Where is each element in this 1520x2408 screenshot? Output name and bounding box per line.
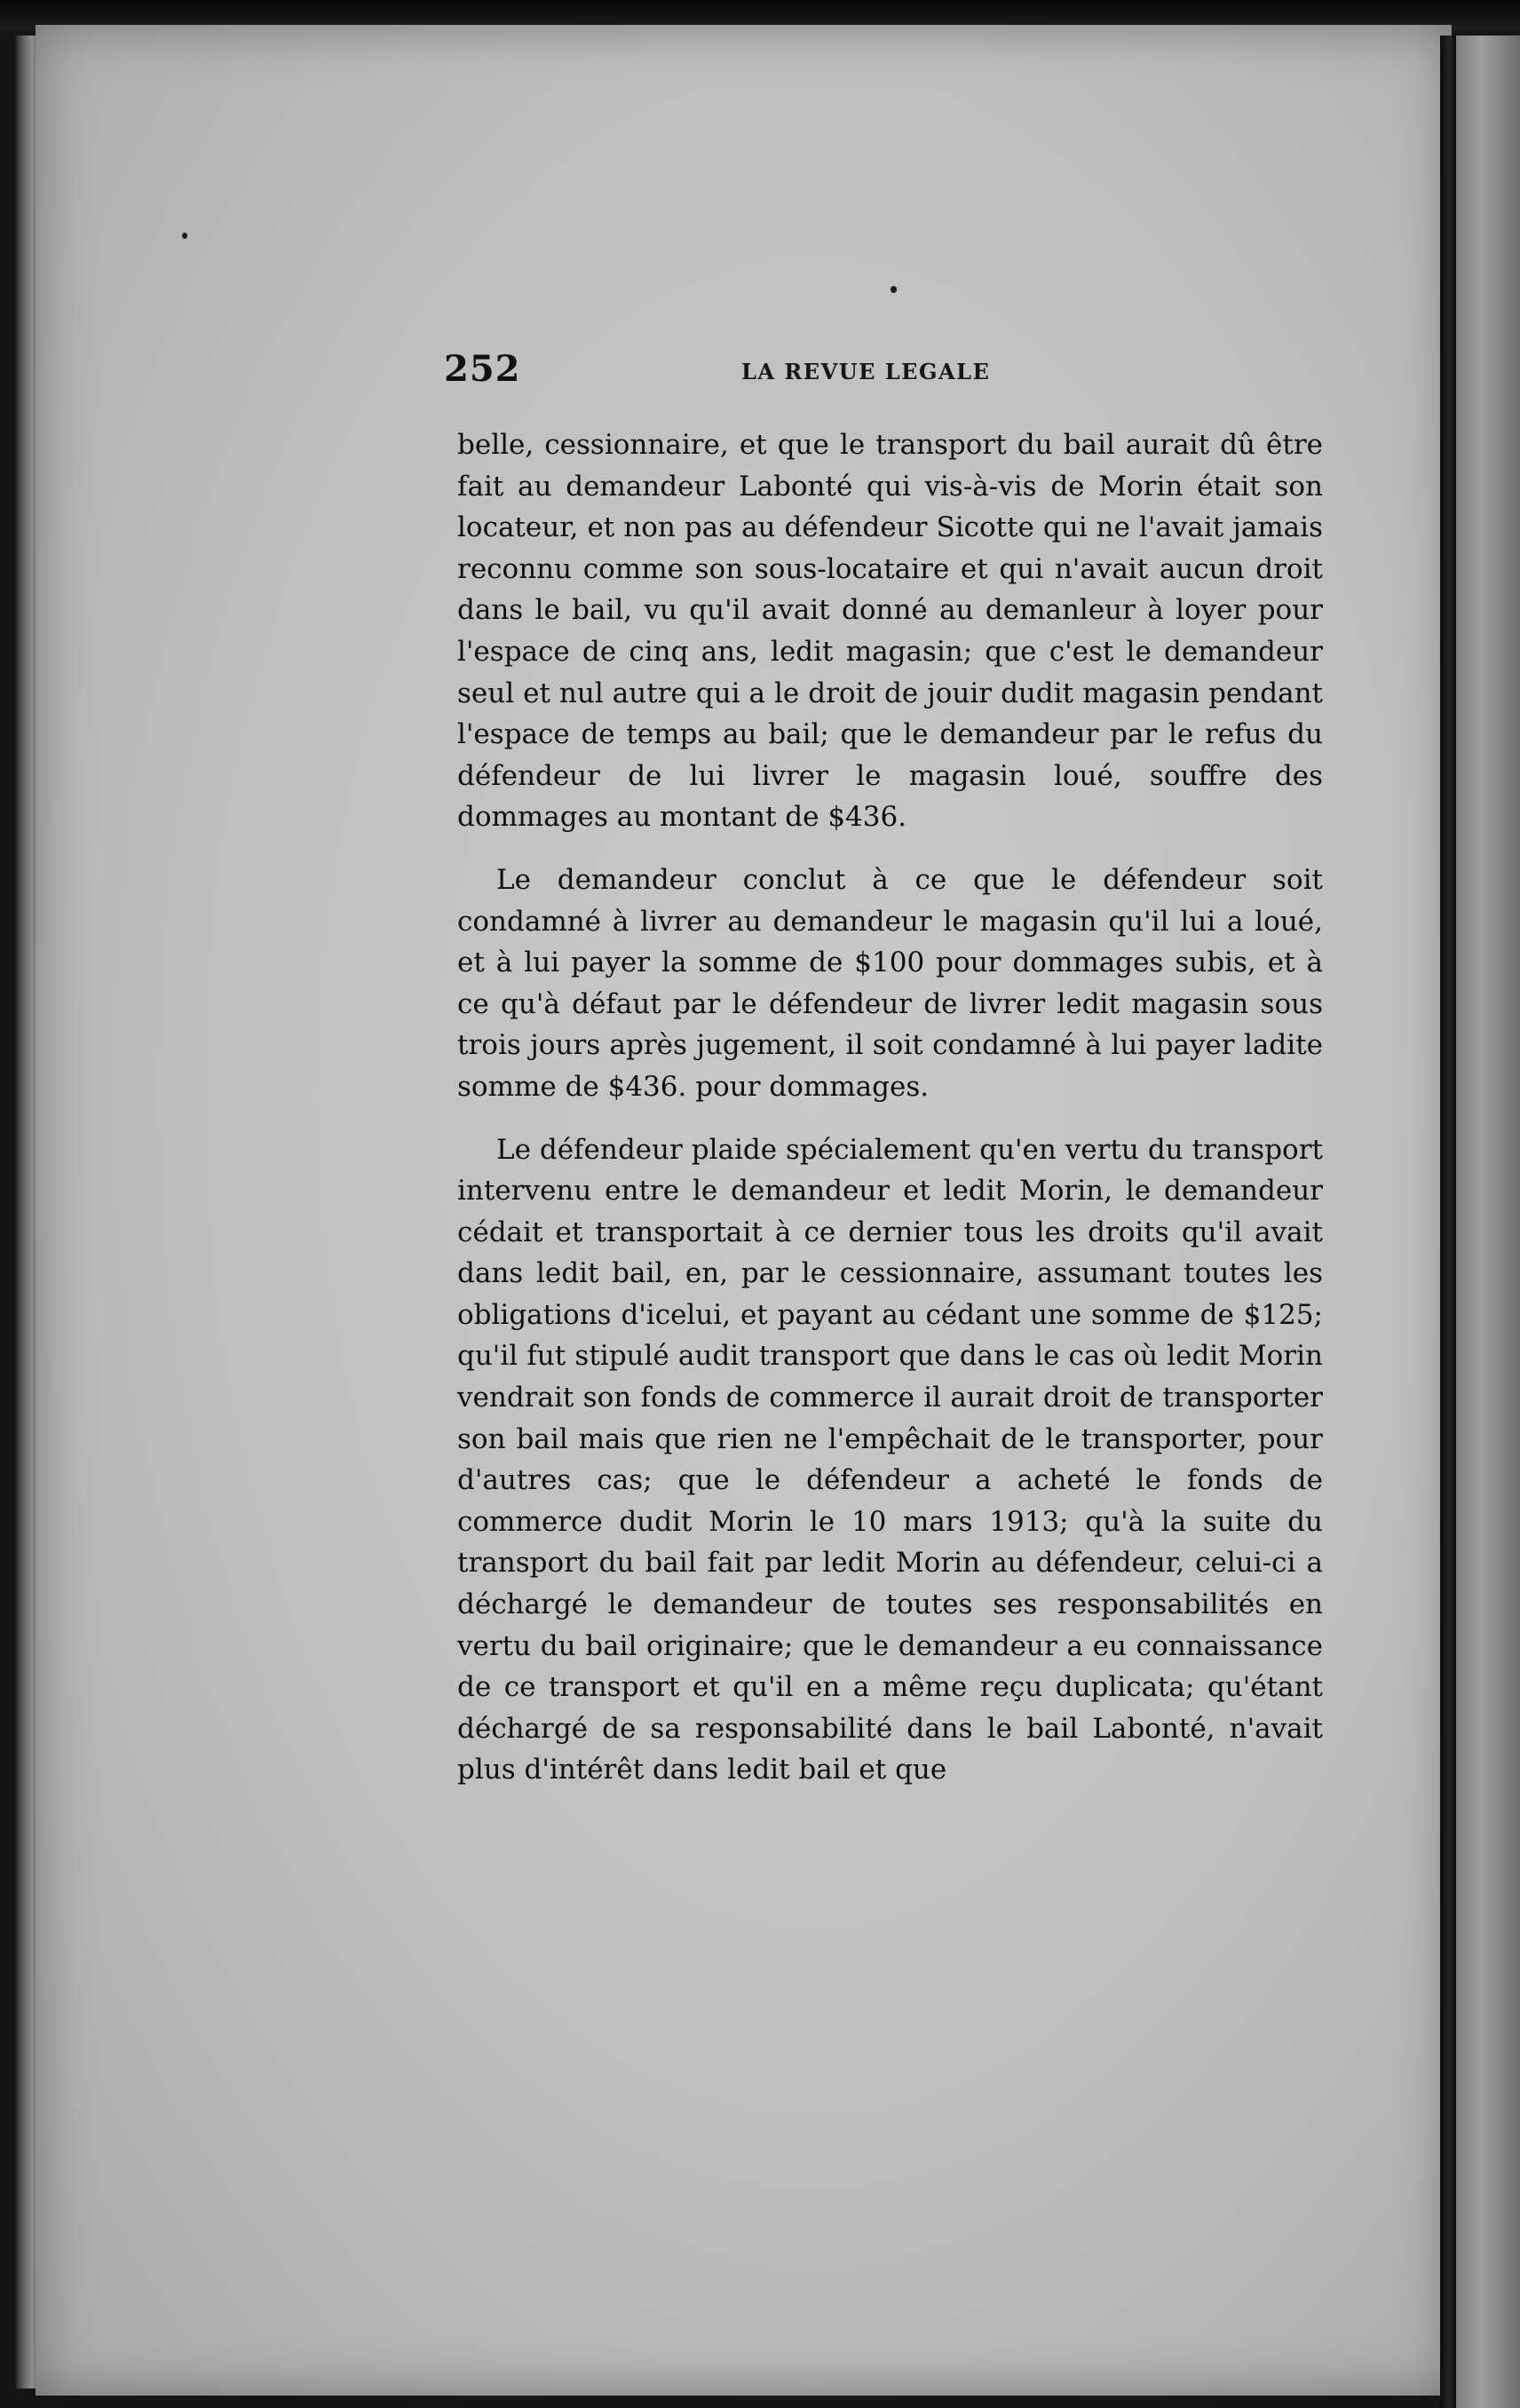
- adjacent-page-strip: [1456, 36, 1520, 2408]
- paragraph: Le défendeur plaide spécialement qu'en vertu du transport intervenu entre le demandeur et ledit Morin, le demandeur cédait et transportait à ce dernier tous les droits qu'il avait dans ledit bail, en, par le cessionnaire, assumant toutes les obligations d'icelui, et payant au cédant une somme de $125; qu'il fut stipulé audit transport que dans le cas où ledit Morin vendrait son fonds de commerce il aurait droit de transporter son bail mais que rien ne l'empêchait de le transporter, pour d'autres cas; que le défendeur a acheté le fonds de commerce dudit Morin le 10 mars 1913; qu'à la suite du transport du bail fait par ledit Morin au défendeur, celui-ci a déchargé le demandeur de toutes ses responsabilités en vertu du bail originaire; que le demandeur a eu connaissance de ce transport et qu'il en a même reçu duplicata; qu'étant déchargé de sa responsabilité dans le bail Labonté, n'avait plus d'intérêt dans ledit bail et que: [457, 1133, 1323, 1786]
- dust-speck: [891, 286, 897, 293]
- page-number: 252: [444, 348, 521, 390]
- running-head: [444, 348, 1332, 401]
- paragraph: Le demandeur conclut à ce que le défendeur soit condamné à livrer au demandeur le magasin qu'il lui a loué, et à lui payer la somme de $100 pour dommages subis, et à ce qu'à défaut par le défendeur de livrer ledit magasin sous trois jours après jugement, il soit condamné à lui payer ladite somme de $436. pour dommages.: [457, 863, 1323, 1103]
- book-binding-gutter: [1440, 36, 1456, 2408]
- paragraph: belle, cessionnaire, et que le transport du bail aurait dû être fait au demandeur Labonté qui vis-à-vis de Morin était son locateur, et non pas au défendeur Sicotte qui ne l'avait jamais reconnu comme son sous-locataire et qui n'avait aucun droit dans le bail, vu qu'il avait donné au demanleur à loyer pour l'espace de cinq ans, ledit magasin; que c'est le demandeur seul et nul autre qui a le droit de jouir dudit magasin pendant l'espace de temps au bail; que le demandeur par le refus du défendeur de lui livrer le magasin loué, souffre des dommages au montant de $436.: [457, 429, 1323, 834]
- article-body: [457, 424, 1323, 1812]
- journal-title: LA REVUE LEGALE: [741, 359, 991, 384]
- dust-speck: [182, 233, 187, 239]
